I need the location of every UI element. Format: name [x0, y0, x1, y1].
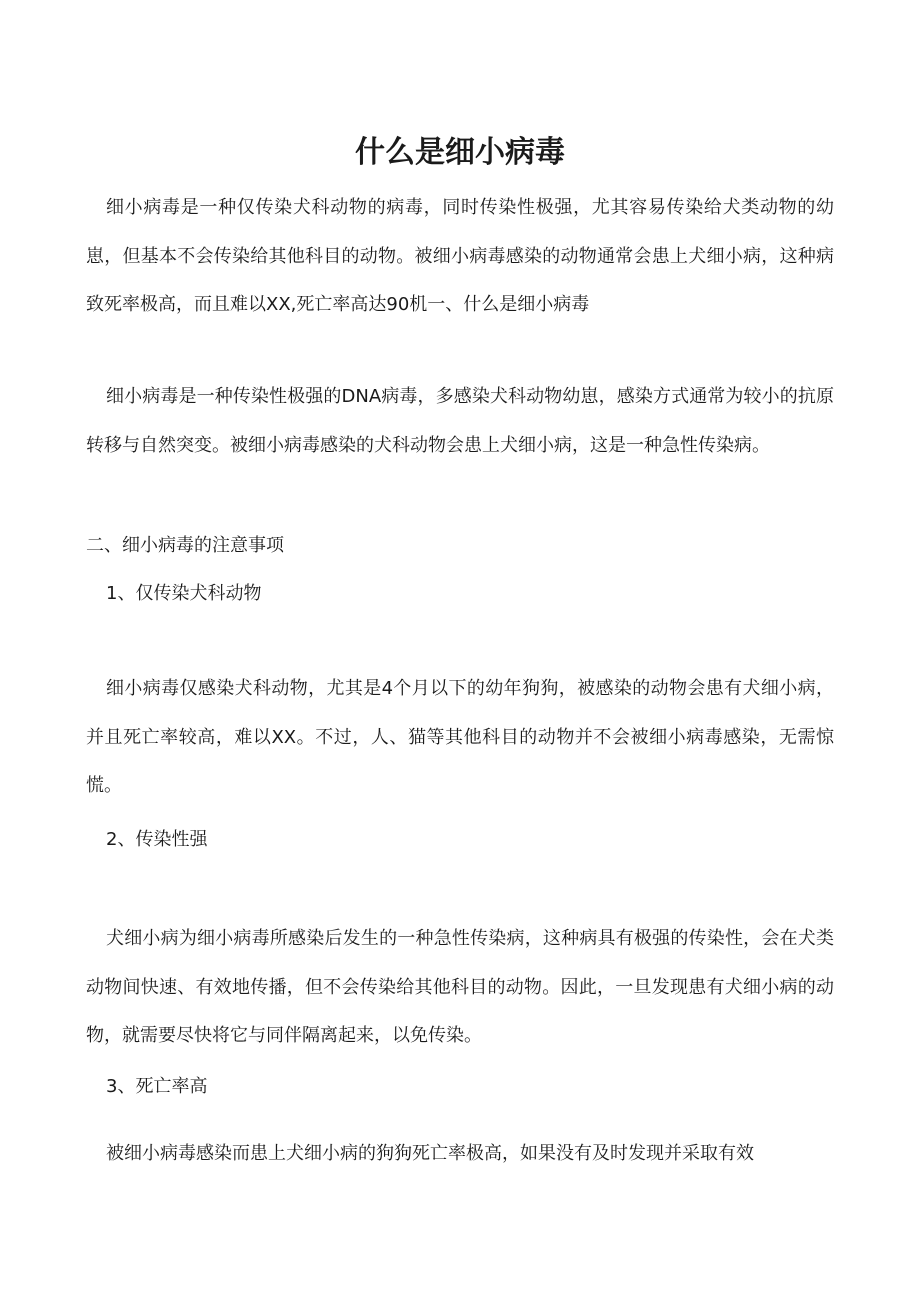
section1-paragraph: 细小病毒是一种传染性极强的DNA病毒，多感染犬科动物幼崽，感染方式通常为较小的抗原转移与自然突变。被细小病毒感染的犬科动物会患上犬细小病，这是一种急性传染病。 — [86, 386, 834, 456]
item3-paragraph: 被细小病毒感染而患上犬细小病的狗狗死亡率极高，如果没有及时发现并采取有效 — [106, 1143, 754, 1164]
item3-heading: 3、死亡率高 — [106, 1076, 208, 1097]
item1-paragraph: 细小病毒仅感染犬科动物，尤其是4个月以下的幼年狗狗，被感染的动物会患有犬细小病，并且死亡率较高，难以XX。不过，人、猫等其他科目的动物并不会被细小病毒感染，无需惊慌。 — [86, 678, 834, 796]
item2-paragraph: 犬细小病为细小病毒所感染后发生的一种急性传染病，这种病具有极强的传染性，会在犬类动物间快速、有效地传播，但不会传染给其他科目的动物。因此，一旦发现患有犬细小病的动物，就需要尽快将它与同伴隔离起来，以免传染。 — [86, 928, 834, 1046]
intro-paragraph: 细小病毒是一种仅传染犬科动物的病毒，同时传染性极强，尤其容易传染给犬类动物的幼崽，但基本不会传染给其他科目的动物。被细小病毒感染的动物通常会患上犬细小病，这种病致死率极高，而且难以XX,死亡率高达90机一、什么是细小病毒 — [86, 197, 834, 315]
section2-heading: 二、细小病毒的注意事项 — [86, 535, 284, 556]
item2-heading: 2、传染性强 — [106, 829, 208, 850]
page-title: 什么是细小病毒 — [355, 135, 565, 170]
item1-heading: 1、仅传染犬科动物 — [106, 583, 262, 604]
